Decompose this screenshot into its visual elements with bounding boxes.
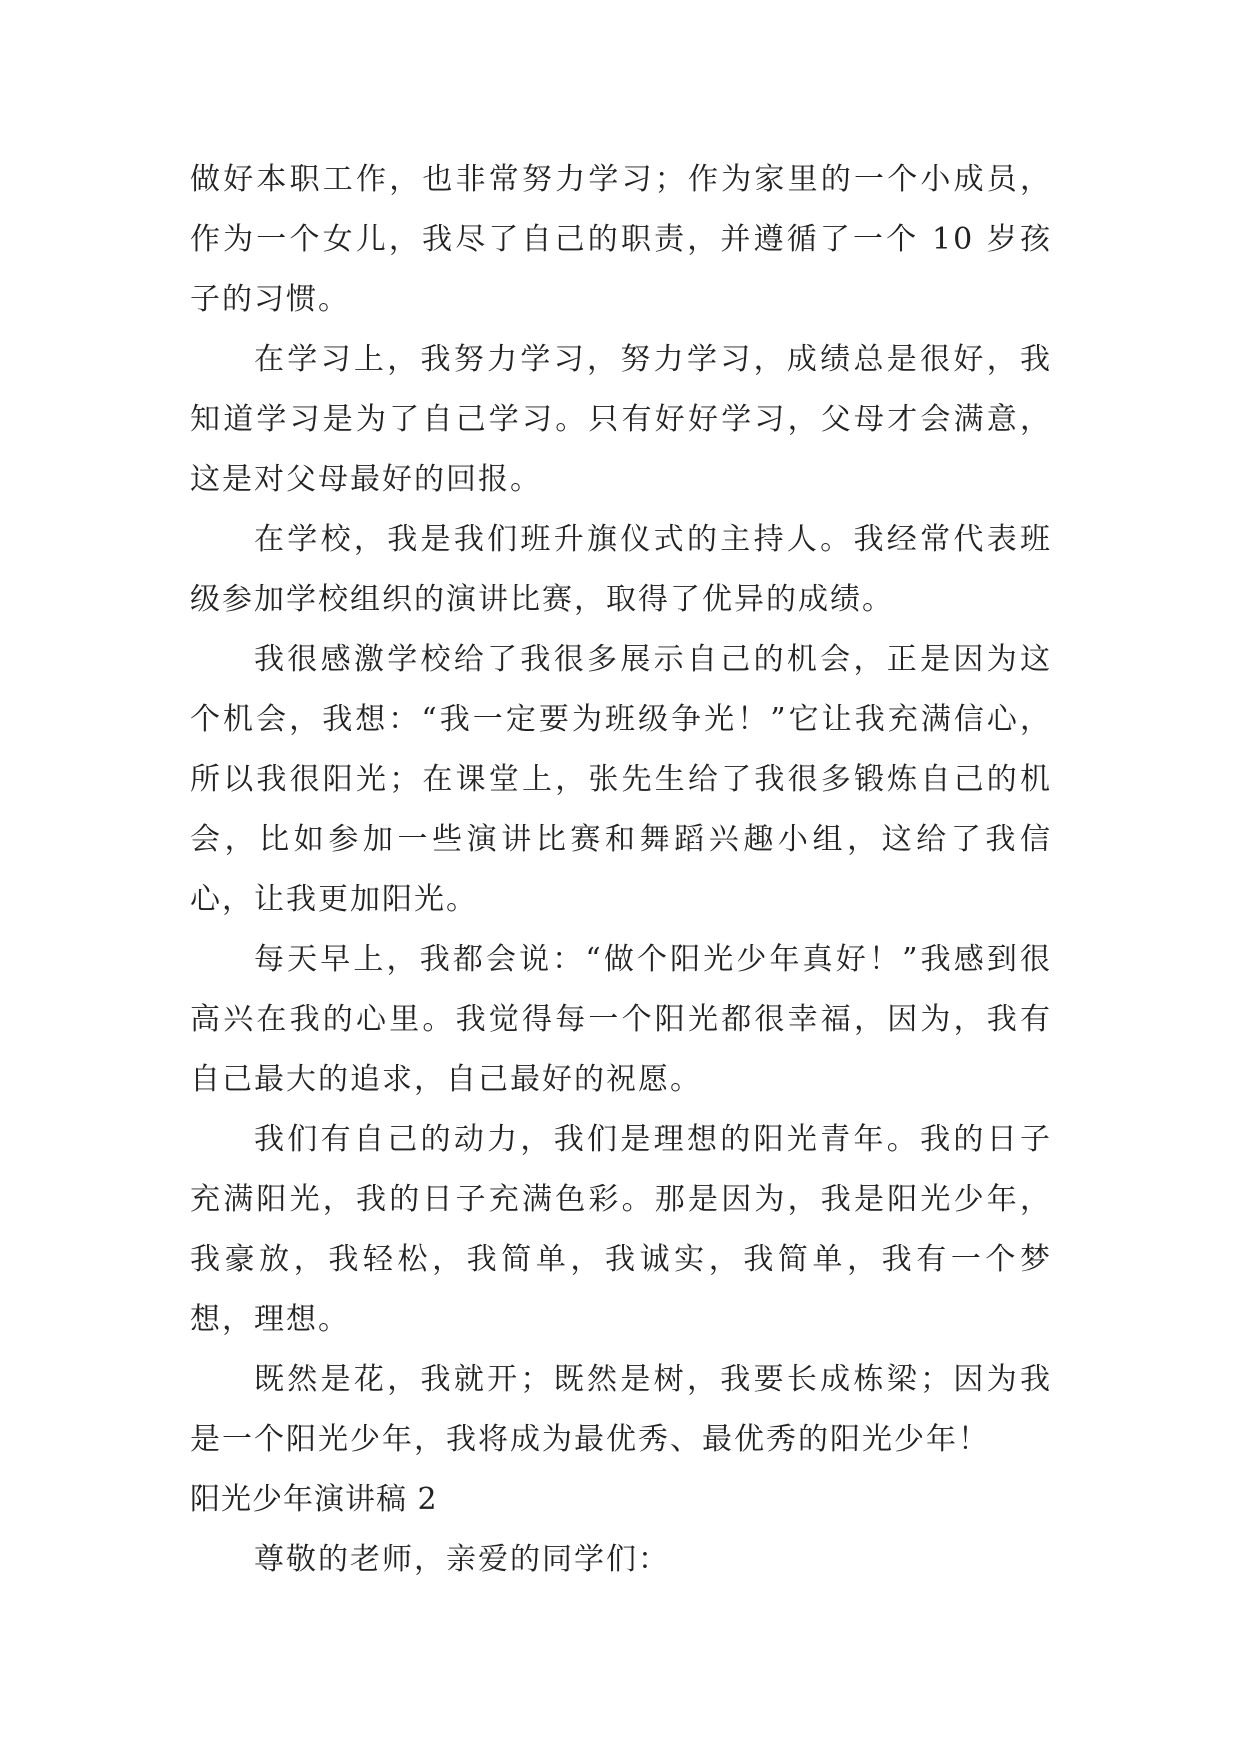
paragraph-4: 我很感激学校给了我很多展示自己的机会，正是因为这个机会，我想：“我一定要为班级争光！”它让我充满信心，所以我很阳光；在课堂上，张先生给了我很多锻炼自己的机会，比如参加一些演讲比赛和舞蹈兴趣小组，这给了我信心，让我更加阳光。 [190,642,1052,917]
paragraph-1: 做好本职工作，也非常努力学习；作为家里的一个小成员，作为一个女儿，我尽了自己的职责，并遵循了一个 10 岁孩子的习惯。 [190,162,1052,317]
paragraph-7: 既然是花，我就开；既然是树，我要长成栋梁；因为我是一个阳光少年，我将成为最优秀、最优秀的阳光少年！ [190,1362,1052,1457]
paragraph-6: 我们有自己的动力，我们是理想的阳光青年。我的日子充满阳光，我的日子充满色彩。那是因为，我是阳光少年，我豪放，我轻松，我简单，我诚实，我简单，我有一个梦想，理想。 [190,1122,1052,1337]
greeting: 尊敬的老师，亲爱的同学们： [254,1542,670,1577]
document-page [190,150,1052,1590]
section-title: 阳光少年演讲稿 2 [190,1482,438,1517]
paragraph-3: 在学校，我是我们班升旗仪式的主持人。我经常代表班级参加学校组织的演讲比赛，取得了优异的成绩。 [190,522,1052,617]
paragraph-2: 在学习上，我努力学习，努力学习，成绩总是很好，我知道学习是为了自己学习。只有好好学习，父母才会满意，这是对父母最好的回报。 [190,342,1052,497]
paragraph-5: 每天早上，我都会说：“做个阳光少年真好！”我感到很高兴在我的心里。我觉得每一个阳光都很幸福，因为，我有自己最大的追求，自己最好的祝愿。 [190,942,1052,1097]
